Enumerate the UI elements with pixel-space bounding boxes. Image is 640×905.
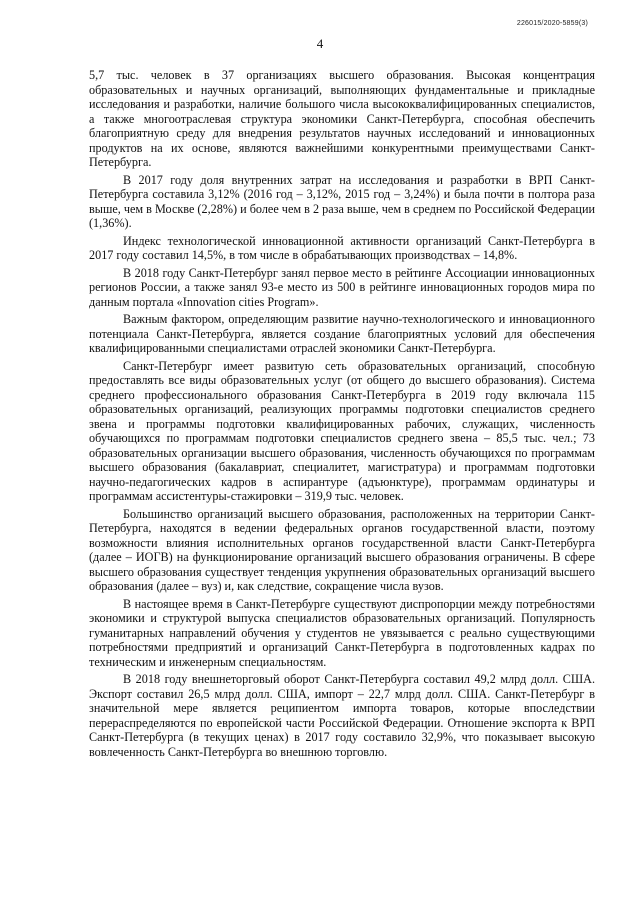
paragraph: В 2017 году доля внутренних затрат на исследования и разработки в ВРП Санкт-Петербурга составила 3,12% (2016 год – 3,12%, 2015 год – 3,24%) и была почти в полтора раза выше, чем в Москве (2,28%) и более чем в 2 раза выше, чем в среднем по Российской Федерации (1,36%).: [89, 172, 595, 230]
paragraph: В 2018 году Санкт-Петербург занял первое место в рейтинге Ассоциации инновационных регионов России, а также занял 93-е место из 500 в рейтинге инновационных городов мира по данным портала «Innovation cities Program».: [89, 265, 595, 309]
paragraph: Большинство организаций высшего образования, расположенных на территории Санкт-Петербурга, находятся в ведении федеральных органов государственной власти, поэтому возможности влияния исполнительных органов государственной власти Санкт-Петербурга (далее – ИОГВ) на функционирование организаций высшего образования ограничены. В сфере высшего образования существует тенденция укрупнения образовательных организаций высшего образования (далее – вуз) и, как следствие, сокращение числа вузов.: [89, 506, 595, 593]
document-body: [89, 68, 595, 762]
paragraph: В настоящее время в Санкт-Петербурге существуют диспропорции между потребностями экономики и структурой выпуска специалистов образовательных организаций. Популярность гуманитарных направлений обучения у студентов не увязывается с реально существующими потребностями предприятий и организаций Санкт-Петербурга в подготовленных кадрах по техническим и инженерным специальностям.: [89, 596, 595, 669]
paragraph: Важным фактором, определяющим развитие научно-технологического и инновационного потенциала Санкт-Петербурга, является создание благоприятных условий для обеспечения квалифицированными специалистами отраслей экономики Санкт-Петербурга.: [89, 312, 595, 355]
page-number: 4: [316, 36, 324, 51]
document-id: 226015/2020-5859(3): [516, 20, 588, 27]
paragraph: 5,7 тыс. человек в 37 организациях высшего образования. Высокая концентрация образовательных и научных организаций, выполняющих фундаментальные и прикладные исследования и разработки, наличие большого числа высококвалифицированных специалистов, а также многоотраслевая структура экономики Санкт-Петербурга, способная обеспечить благоприятную среду для внедрения результатов научных исследований и инновационных продуктов на их основе, являются важнейшими конкурентными преимуществами Санкт-Петербурга.: [89, 68, 595, 169]
paragraph: В 2018 году внешнеторговый оборот Санкт-Петербурга составил 49,2 млрд долл. США. Экспорт составил 26,5 млрд долл. США, импорт – 22,7 млрд долл. США. Санкт-Петербург в значительной мере является реципиентом импорта товаров, которые впоследствии перераспределяются по европейской части Российской Федерации. Отношение экспорта к ВРП Санкт-Петербурга (в текущих ценах) в 2017 году составило 32,9%, что показывает высокую вовлеченность Санкт-Петербурга во внешнюю торговлю.: [89, 672, 595, 759]
paragraph: Санкт-Петербург имеет развитую сеть образовательных организаций, способную предоставлять все виды образовательных услуг (от общего до высшего образования). Система среднего профессионального образования Санкт-Петербурга в 2019 году включала 115 образовательных организаций, реализующих программы подготовки специалистов среднего звена и программы подготовки квалифицированных рабочих, служащих, численность обучающихся по программам подготовки специалистов среднего звена – 85,5 тыс. чел.; 73 образовательных организации высшего образования, численность обучающихся по программам высшего образования (бакалавриат, специалитет, магистратура) и программам подготовки научно-педагогических кадров в аспирантуре (адъюнктуре), программам ординатуры и программам ассистентуры-стажировки – 319,9 тыс. человек.: [89, 358, 595, 503]
paragraph: Индекс технологической инновационной активности организаций Санкт-Петербурга в 2017 году составил 14,5%, в том числе в обрабатывающих производствах – 14,8%.: [89, 233, 595, 262]
